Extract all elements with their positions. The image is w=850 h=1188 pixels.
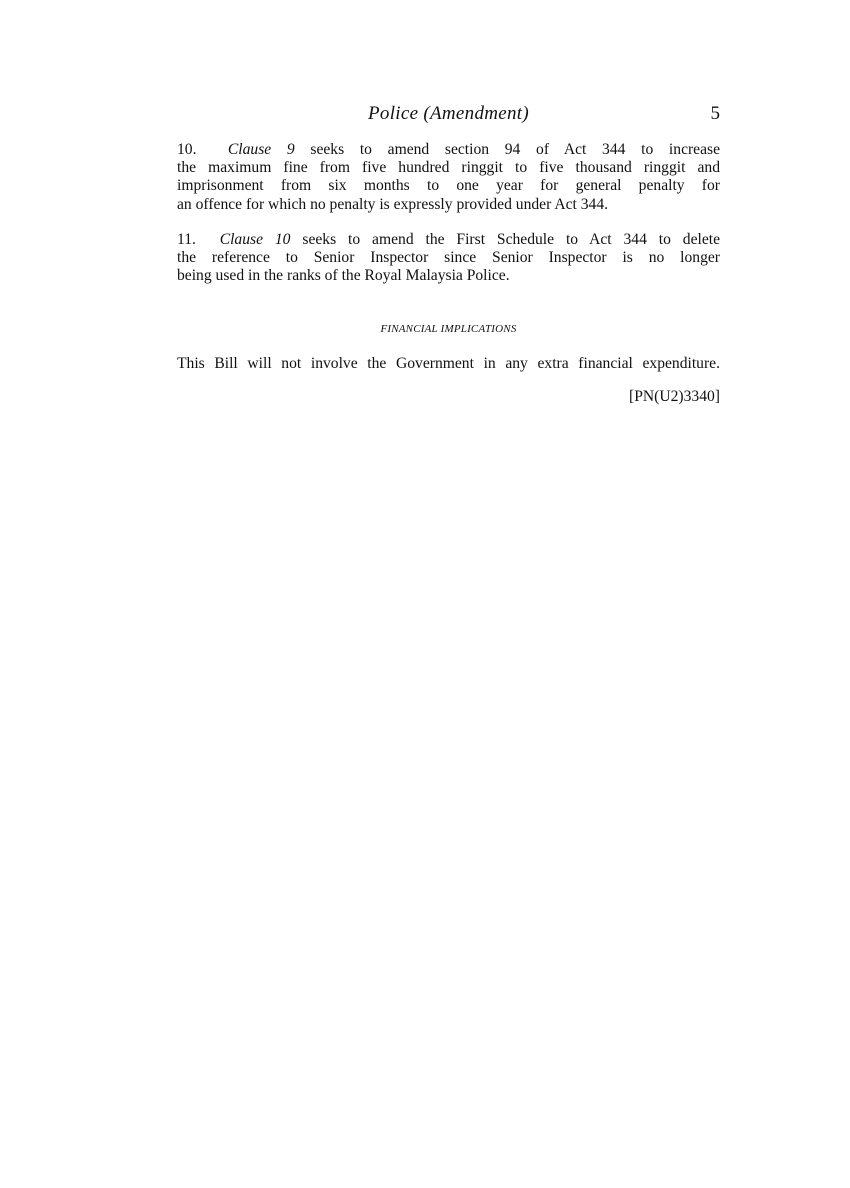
explanatory-paragraph-10 [177, 141, 720, 214]
paragraph-line: the maximum fine from five hundred ringgit to five thousand ringgit and [177, 159, 720, 177]
paragraph-number: 10. [177, 141, 197, 158]
document-reference: [PN(U2)3340] [629, 388, 720, 405]
paragraph-text: seeks to amend the First Schedule to Act 344 to delete [302, 231, 721, 248]
explanatory-paragraph-11 [177, 231, 720, 286]
financial-implications-heading: FINANCIAL IMPLICATIONS [380, 323, 517, 335]
paragraph-line: being used in the ranks of the Royal Malaysia Police. [177, 267, 510, 285]
page-number: 5 [710, 103, 720, 124]
clause-reference: Clause 10 [219, 231, 291, 248]
paragraph-number: 11. [177, 231, 196, 248]
paragraph-line [177, 231, 720, 249]
clause-reference: Clause 9 [227, 141, 295, 158]
paragraph-line: the reference to Senior Inspector since Senior Inspector is no longer [177, 249, 720, 267]
running-header [177, 102, 720, 126]
paragraph-line [177, 141, 720, 159]
financial-implications-text: This Bill will not involve the Government in any extra financial expenditure. [177, 355, 720, 372]
paragraph-line: imprisonment from six months to one year for general penalty for [177, 177, 720, 195]
running-title: Police (Amendment) [367, 103, 530, 124]
paragraph-text: seeks to amend section 94 of Act 344 to increase [310, 141, 721, 158]
paragraph-line: an offence for which no penalty is expressly provided under Act 344. [177, 195, 609, 213]
